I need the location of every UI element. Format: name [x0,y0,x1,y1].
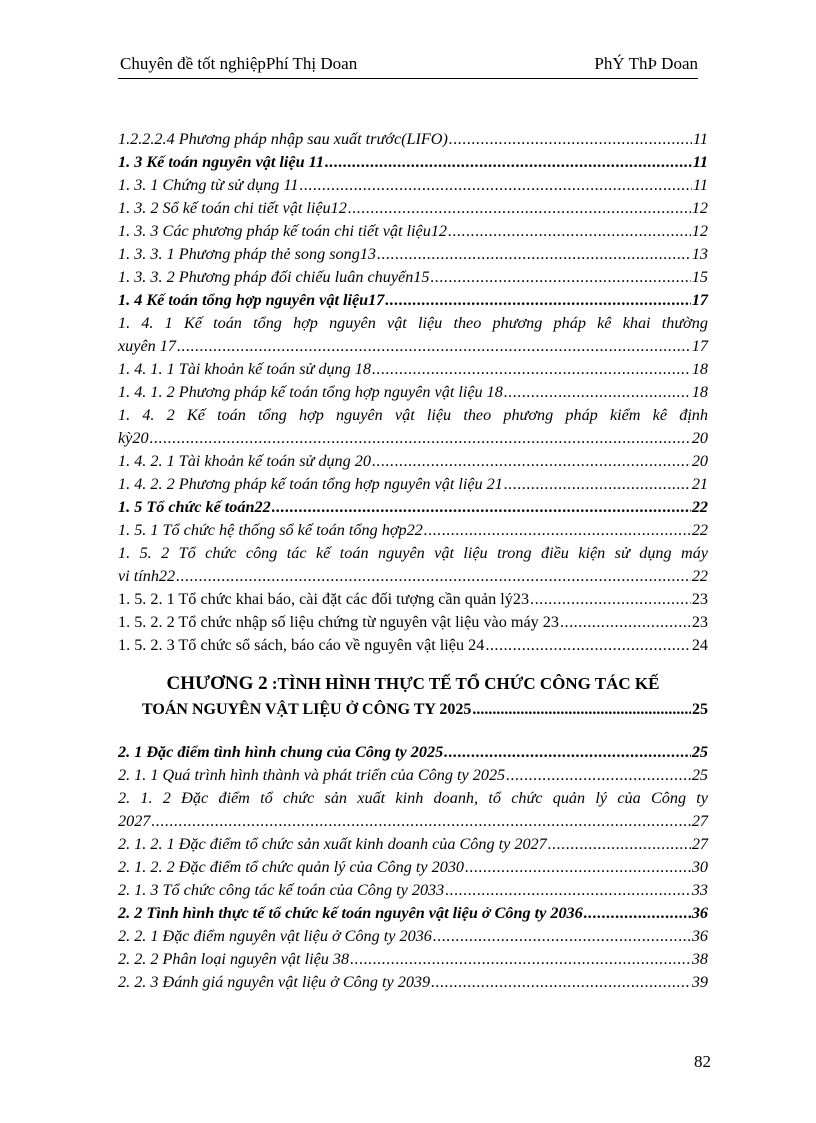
toc-entry[interactable] [118,565,708,588]
chapter-2-heading [118,671,708,723]
toc-entry[interactable] [118,948,708,971]
toc-entry-page: 39 [691,973,708,991]
toc-entry[interactable] [118,741,708,764]
toc-entry-title: 2. 2. 1 Đặc điểm nguyên vật liệu ở Công ty 2036 [118,927,432,945]
toc-entry[interactable] [118,266,708,289]
toc-entry-title: 1. 5. 2. 3 Tổ chức sổ sách, báo cáo về nguyên vật liệu 24 [118,636,485,654]
toc-dot-leader [377,243,691,266]
toc-dot-leader [325,151,692,174]
toc-entry-wrap-line: 1. 5. 2 Tổ chức công tác kế toán nguyên vật liệu trong điều kiện sử dụng máy [118,544,708,562]
toc-dot-leader [444,741,691,764]
table-of-contents [118,128,708,994]
header-right-author: PhÝ ThÞ Doan [594,54,698,73]
toc-entry-title: 2. 1. 2. 1 Đặc điểm tổ chức sản xuất kinh doanh của Công ty 2027 [118,835,547,853]
toc-dot-leader [485,634,691,657]
toc-dot-leader [299,174,692,197]
toc-entry-title: 1. 5. 1 Tổ chức hệ thống sổ kế toán tổng hợp22 [118,521,423,539]
toc-entry[interactable] [118,151,708,174]
toc-dot-leader [504,381,691,404]
toc-entry-title: 2. 1. 1 Quá trình hình thành và phát triển của Công ty 2025 [118,766,506,784]
toc-dot-leader [472,697,691,723]
toc-dot-leader [433,925,691,948]
toc-entry[interactable] [118,335,708,358]
toc-entry-page: 11 [693,176,708,194]
toc-entry-page: 18 [691,383,708,401]
toc-entry-page: 38 [691,950,708,968]
toc-entry-title: 1. 3. 3. 1 Phương pháp thẻ song song13 [118,245,377,263]
toc-entry-title: 1. 4. 1. 1 Tài khoản kế toán sử dụng 18 [118,360,371,378]
header-left-title: Chuyên đề tốt nghiệpPhí Thị Doan [120,54,358,73]
chapter-2-title-line2 [118,697,708,723]
toc-entry-page: 36 [691,927,708,945]
toc-entry[interactable] [118,220,708,243]
toc-entry-page: 22 [691,498,708,516]
toc-entry-page: 22 [691,567,708,585]
chapter-2-prefix: CHƯƠNG 2 [166,673,268,694]
toc-entry-title: 1. 3 Kế toán nguyên vật liệu 11 [118,153,324,171]
toc-entry-title: 2. 2. 3 Đánh giá nguyên vật liệu ở Công ty 2039 [118,973,431,991]
toc-entry-page: 36 [691,904,708,922]
toc-section-1 [118,128,708,657]
toc-entry-title: 1. 3. 3. 2 Phương pháp đối chiếu luân chuyển15 [118,268,430,286]
toc-entry-title: 2. 2 Tình hình thực tế tổ chức kế toán nguyên vật liệu ở Công ty 2036 [118,904,583,922]
toc-entry-page: 12 [691,199,708,217]
toc-entry-title: 1. 5. 2. 2 Tổ chức nhập số liệu chứng từ nguyên vật liệu vào máy 23 [118,613,559,631]
toc-entry-wrap-line: 1. 4. 1 Kế toán tổng hợp nguyên vật liệu theo phương pháp kê khai thường [118,314,708,332]
toc-entry[interactable] [118,856,708,879]
toc-entry-page: 20 [691,429,708,447]
toc-dot-leader [272,496,691,519]
chapter-2-title-line1 [118,671,708,697]
toc-dot-leader [530,588,691,611]
toc-entry-title: 1. 4. 2. 1 Tài khoản kế toán sử dụng 20 [118,452,371,470]
toc-entry-title: 2. 1. 2. 2 Đặc điểm tổ chức quản lý của Công ty 2030 [118,858,465,876]
toc-entry[interactable] [118,381,708,404]
toc-entry-page: 18 [691,360,708,378]
toc-entry-page: 22 [691,521,708,539]
toc-dot-leader [424,519,691,542]
toc-entry-title: 1. 5 Tổ chức kế toán22 [118,498,271,516]
toc-entry-page: 21 [691,475,708,493]
toc-dot-leader [506,764,691,787]
page-header [118,52,698,79]
toc-entry-title: 1. 4. 2. 2 Phương pháp kế toán tổng hợp nguyên vật liệu 21 [118,475,503,493]
toc-entry[interactable] [118,588,708,611]
toc-entry[interactable] [118,902,708,925]
toc-entry[interactable] [118,833,708,856]
toc-entry[interactable] [118,174,708,197]
toc-dot-leader [151,810,690,833]
toc-entry-page: 11 [693,130,708,148]
toc-entry[interactable] [118,358,708,381]
toc-dot-leader [372,450,691,473]
toc-entry[interactable] [118,764,708,787]
chapter-2-page: 25 [692,701,708,718]
toc-entry-page: 12 [691,222,708,240]
toc-entry-title: 1. 3. 3 Các phương pháp kế toán chi tiết vật liệu12 [118,222,448,240]
toc-entry-page: 15 [691,268,708,286]
toc-dot-leader [504,473,691,496]
toc-entry-page: 13 [691,245,708,263]
toc-entry[interactable] [118,197,708,220]
toc-dot-leader [431,266,691,289]
toc-entry-title: 2. 2. 2 Phân loại nguyên vật liệu 38 [118,950,350,968]
toc-entry-page: 23 [691,590,708,608]
toc-entry-page: 24 [691,636,708,654]
toc-entry-page: 11 [692,153,708,171]
toc-dot-leader [350,948,691,971]
toc-entry-page: 20 [691,452,708,470]
toc-entry-title: 1. 3. 2 Sổ kế toán chi tiết vật liệu12 [118,199,347,217]
toc-entry-title: 1. 4. 1. 2 Phương pháp kế toán tổng hợp nguyên vật liệu 18 [118,383,503,401]
toc-dot-leader [584,902,691,925]
toc-entry-wrap-line: 1. 4. 2 Kế toán tổng hợp nguyên vật liệu theo phương pháp kiểm kê định [118,406,708,424]
toc-dot-leader [445,879,691,902]
toc-entry-title: 2. 1 Đặc điểm tình hình chung của Công ty 2025 [118,743,444,761]
toc-dot-leader [150,427,691,450]
toc-entry-title: 1. 3. 1 Chứng từ sử dụng 11 [118,176,299,194]
toc-entry[interactable] [118,611,708,634]
toc-entry[interactable] [118,879,708,902]
toc-entry[interactable] [118,128,708,151]
toc-entry-title: vi tính22 [118,567,176,585]
toc-entry[interactable] [118,634,708,657]
page-number: 82 [694,1052,711,1071]
toc-entry-page: 27 [691,835,708,853]
toc-entry-title: 1. 4 Kế toán tổng hợp nguyên vật liệu17 [118,291,385,309]
toc-entry[interactable] [118,971,708,994]
toc-entry-page: 17 [691,337,708,355]
toc-entry-title: xuyên 17 [118,337,176,355]
toc-dot-leader [176,565,691,588]
toc-dot-leader [348,197,691,220]
toc-entry-title: kỳ20 [118,429,149,447]
chapter-2-title-rest: :TÌNH HÌNH THỰC TẾ TỔ CHỨC CÔNG TÁC KẾ [267,674,660,693]
toc-entry-wrap-line: 2. 1. 2 Đặc điểm tổ chức sản xuất kinh doanh, tổ chức quản lý của Công ty [118,789,708,807]
toc-entry-title: 2. 1. 3 Tổ chức công tác kế toán của Công ty 2033 [118,881,445,899]
toc-entry-page: 30 [691,858,708,876]
toc-entry[interactable] [118,519,708,542]
toc-entry-page: 23 [691,613,708,631]
toc-dot-leader [431,971,691,994]
toc-entry-page: 25 [691,743,708,761]
toc-section-2 [118,741,708,994]
toc-entry[interactable] [118,496,708,519]
toc-dot-leader [560,611,691,634]
toc-entry[interactable] [118,243,708,266]
toc-entry-page: 33 [691,881,708,899]
toc-entry[interactable] [118,473,708,496]
toc-dot-leader [372,358,691,381]
toc-entry[interactable] [118,810,708,833]
toc-entry[interactable] [118,450,708,473]
toc-entry-page: 25 [691,766,708,784]
toc-dot-leader [385,289,690,312]
toc-entry-page: 27 [691,812,708,830]
toc-entry[interactable] [118,925,708,948]
toc-entry-title: 1. 5. 2. 1 Tổ chức khai báo, cài đặt các đối tượng cần quản lý23 [118,590,530,608]
toc-dot-leader [465,856,691,879]
chapter-2-title-text: TOÁN NGUYÊN VẬT LIỆU Ở CÔNG TY 2025 [142,701,472,718]
toc-entry-title: 1.2.2.2.4 Phương pháp nhập sau xuất trước(LIFO) [118,130,448,148]
toc-dot-leader [449,128,692,151]
toc-dot-leader [448,220,691,243]
toc-entry-title: 2027 [118,812,151,830]
toc-dot-leader [548,833,691,856]
toc-entry-page: 17 [691,291,708,309]
toc-entry[interactable] [118,289,708,312]
toc-entry[interactable] [118,427,708,450]
toc-dot-leader [177,335,691,358]
